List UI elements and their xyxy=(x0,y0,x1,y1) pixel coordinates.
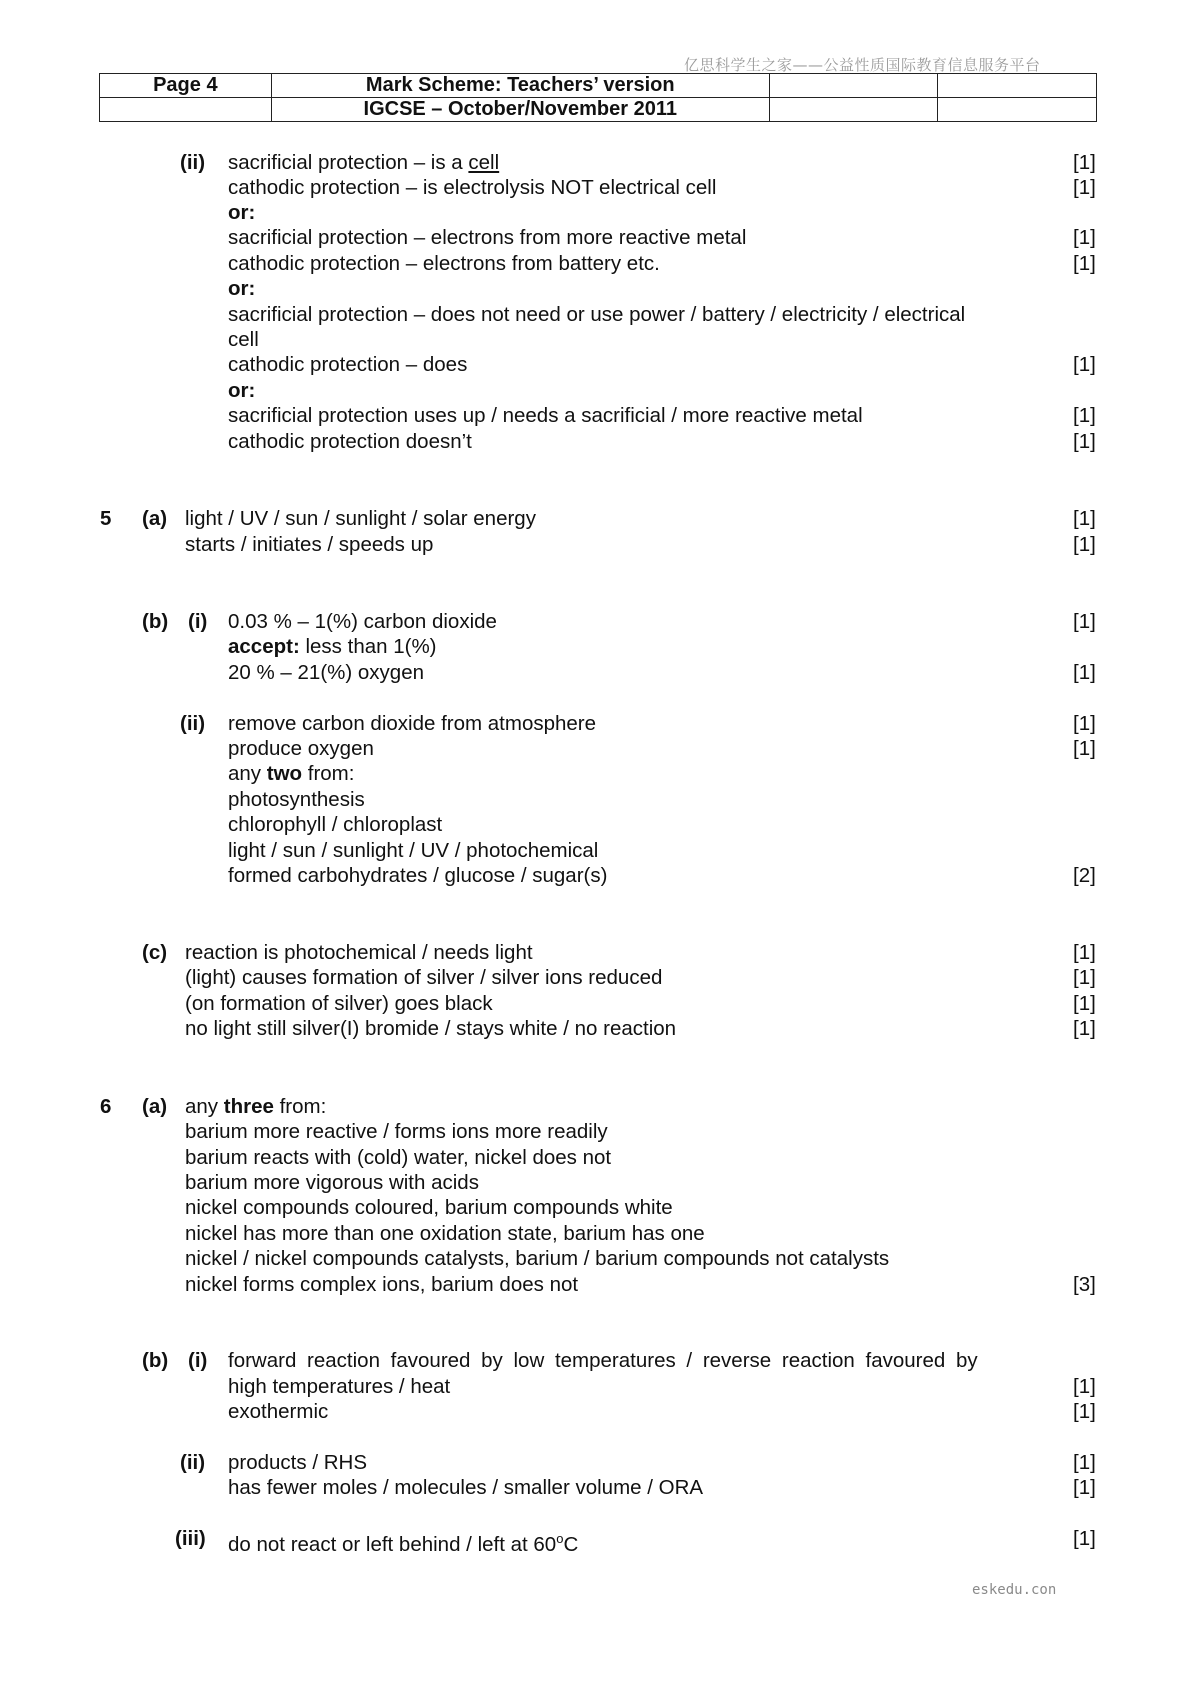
mark: [1] xyxy=(1073,507,1096,530)
q5-a-label: (a) xyxy=(142,507,168,530)
q4-ii-line-4: cathodic protection – electrons from battery etc. xyxy=(228,252,660,275)
q5-b-ii-any-post: from: xyxy=(302,762,355,785)
mark: [1] xyxy=(1073,610,1096,633)
header-empty-5 xyxy=(938,98,1097,122)
q4-ii-line-7: sacrificial protection uses up / needs a sacrificial / more reactive metal xyxy=(228,404,863,427)
header-title: Mark Scheme: Teachers’ version xyxy=(271,74,769,98)
mark: [3] xyxy=(1073,1273,1096,1296)
mark: [1] xyxy=(1073,966,1096,989)
mark: [1] xyxy=(1073,176,1096,199)
q6-b-iii-degree: o xyxy=(556,1531,564,1546)
q6-a-line-5: nickel has more than one oxidation state, barium has one xyxy=(185,1222,705,1245)
q4-ii-or-3: or: xyxy=(228,379,256,402)
q5-b-i-accept: accept: xyxy=(228,635,300,658)
mark: [1] xyxy=(1073,1527,1096,1550)
q5-b-label: (b) xyxy=(142,610,169,633)
mark: [1] xyxy=(1073,226,1096,249)
q4-ii-line-3: sacrificial protection – electrons from more reactive metal xyxy=(228,226,747,249)
q5-b-ii-line-1: remove carbon dioxide from atmosphere xyxy=(228,712,597,735)
q5-b-i-accept-text: less than 1(%) xyxy=(299,635,437,658)
mark: [1] xyxy=(1073,1476,1096,1499)
q6-a-any-post: from: xyxy=(273,1095,327,1118)
watermark-bottom: eskedu.con xyxy=(972,1582,1057,1598)
q5-b-ii-any xyxy=(228,762,354,786)
q4-ii-or-1: or: xyxy=(228,201,256,224)
q5-number: 5 xyxy=(100,507,112,530)
q5-c-line-4: no light still silver(I) bromide / stays white / no reaction xyxy=(185,1017,677,1040)
q5-c-line-3: (on formation of silver) goes black xyxy=(185,992,493,1015)
q6-a-line-2: barium reacts with (cold) water, nickel does not xyxy=(185,1146,612,1169)
q4-ii-line-6: cathodic protection – does xyxy=(228,353,468,376)
mark: [1] xyxy=(1073,151,1096,174)
q4-ii-label: (ii) xyxy=(180,151,206,174)
q4-ii-line-5: sacrificial protection – does not need or use power / battery / electricity / electrical xyxy=(228,303,966,326)
q5-b-ii-line-4: chlorophyll / chloroplast xyxy=(228,813,443,836)
q6-a-line-6: nickel / nickel compounds catalysts, barium / barium compounds not catalysts xyxy=(185,1247,890,1270)
q6-b-label: (b) xyxy=(142,1349,169,1372)
q5-a-line-2: starts / initiates / speeds up xyxy=(185,533,434,556)
watermark-top: 亿思科学生之家——公益性质国际教育信息服务平台 xyxy=(684,56,1041,74)
q4-ii-line-1 xyxy=(228,151,499,175)
mark: [1] xyxy=(1073,533,1096,556)
q6-b-i-line-1: forward reaction favoured by low temperatures / reverse reaction favoured by xyxy=(228,1349,978,1372)
q6-b-iii-unit: C xyxy=(563,1533,579,1556)
q5-b-i-line-2 xyxy=(228,635,437,659)
q4-ii-line-2: cathodic protection – is electrolysis NOT electrical cell xyxy=(228,176,717,199)
q6-a-label: (a) xyxy=(142,1095,168,1118)
q5-b-ii-line-2: produce oxygen xyxy=(228,737,374,760)
mark: [1] xyxy=(1073,404,1096,427)
q5-b-ii-any-pre: any xyxy=(228,762,267,785)
q6-a-any-pre: any xyxy=(185,1095,224,1118)
mark: [1] xyxy=(1073,1451,1096,1474)
q6-b-i-line-3: exothermic xyxy=(228,1400,329,1423)
q6-b-i-line-2: high temperatures / heat xyxy=(228,1375,451,1398)
q6-a-line-7: nickel forms complex ions, barium does not xyxy=(185,1273,579,1296)
mark: [1] xyxy=(1073,737,1096,760)
q6-a-line-4: nickel compounds coloured, barium compounds white xyxy=(185,1196,673,1219)
header-subtitle: IGCSE – October/November 2011 xyxy=(271,98,769,122)
q5-b-ii-label: (ii) xyxy=(180,712,206,735)
q6-b-i-label: (i) xyxy=(188,1349,208,1372)
header-empty-4 xyxy=(769,98,938,122)
mark: [1] xyxy=(1073,941,1096,964)
q4-ii-line-8: cathodic protection doesn’t xyxy=(228,430,472,453)
mark: [1] xyxy=(1073,1375,1096,1398)
header-empty-1 xyxy=(769,74,938,98)
header-empty-2 xyxy=(938,74,1097,98)
q5-c-line-2: (light) causes formation of silver / silver ions reduced xyxy=(185,966,663,989)
q5-b-i-line-1: 0.03 % – 1(%) carbon dioxide xyxy=(228,610,497,633)
q5-b-ii-line-5: light / sun / sunlight / UV / photochemical xyxy=(228,839,599,862)
q4-ii-line-5b: cell xyxy=(228,328,259,351)
q5-b-ii-line-6: formed carbohydrates / glucose / sugar(s) xyxy=(228,864,608,887)
mark: [1] xyxy=(1073,353,1096,376)
q6-b-ii-line-1: products / RHS xyxy=(228,1451,367,1474)
mark: [2] xyxy=(1073,864,1096,887)
q6-a-any-bold: three xyxy=(223,1095,274,1118)
q6-a-any xyxy=(185,1095,326,1119)
q5-c-line-1: reaction is photochemical / needs light xyxy=(185,941,533,964)
header-page: Page 4 xyxy=(100,74,272,98)
mark: [1] xyxy=(1073,1400,1096,1423)
q6-a-line-1: barium more reactive / forms ions more readily xyxy=(185,1120,608,1143)
q6-b-iii-text: do not react or left behind / left at 60 xyxy=(228,1533,557,1556)
mark: [1] xyxy=(1073,1017,1096,1040)
q6-a-line-3: barium more vigorous with acids xyxy=(185,1171,479,1194)
q6-number: 6 xyxy=(100,1095,112,1118)
q6-b-ii-line-2: has fewer moles / molecules / smaller volume / ORA xyxy=(228,1476,704,1499)
q4-ii-line-1-text: sacrificial protection – is a xyxy=(228,151,469,174)
mark: [1] xyxy=(1073,430,1096,453)
mark: [1] xyxy=(1073,252,1096,275)
q5-c-label: (c) xyxy=(142,941,168,964)
q5-b-i-line-3: 20 % – 21(%) oxygen xyxy=(228,661,425,684)
header-table xyxy=(99,73,1097,122)
q4-ii-or-2: or: xyxy=(228,277,256,300)
q4-ii-line-1-underlined: cell xyxy=(468,151,500,174)
q6-b-iii-label: (iii) xyxy=(175,1527,206,1550)
q5-b-ii-any-bold: two xyxy=(266,762,303,785)
q5-b-ii-line-3: photosynthesis xyxy=(228,788,365,811)
q6-b-ii-label: (ii) xyxy=(180,1451,206,1474)
mark: [1] xyxy=(1073,661,1096,684)
mark: [1] xyxy=(1073,992,1096,1015)
mark: [1] xyxy=(1073,712,1096,735)
q6-b-iii-line-1 xyxy=(228,1527,578,1557)
q5-a-line-1: light / UV / sun / sunlight / solar energy xyxy=(185,507,536,530)
header-empty-3 xyxy=(100,98,272,122)
q5-b-i-label: (i) xyxy=(188,610,208,633)
